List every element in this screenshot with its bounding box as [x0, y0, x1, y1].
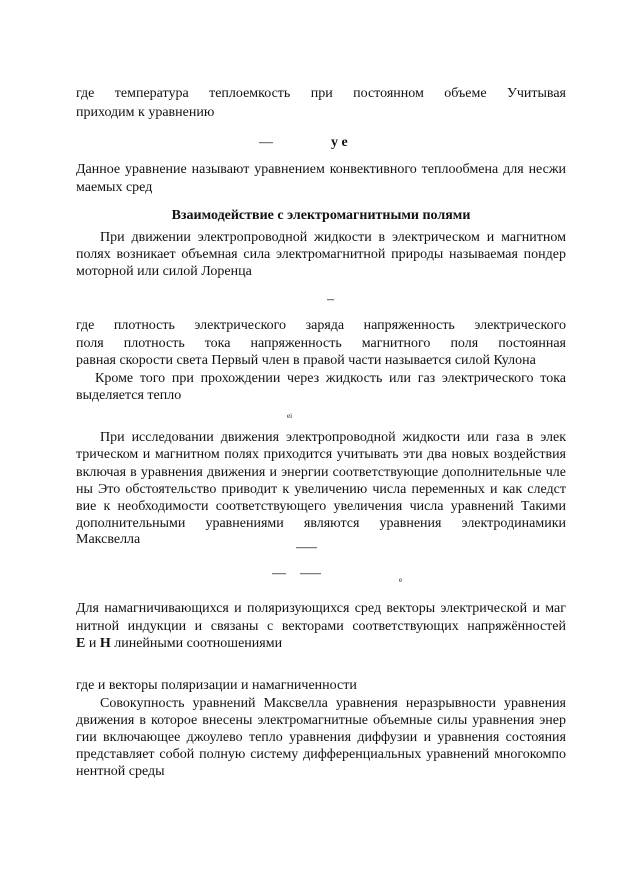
text-line: равная скорости света Первый член в правой части называется силой Кулона: [76, 353, 536, 368]
equation-fragment: е: [399, 576, 403, 584]
equation-fragment: –: [327, 292, 334, 307]
text-line: полях возникает объемная сила электромагнитной природы называемая пондер: [76, 247, 566, 262]
text-line: Совокупность уравнений Максвелла уравнения неразрывности уравнения: [100, 696, 566, 711]
equation-fragment: ei: [287, 412, 293, 420]
equation-fragment: у е: [331, 135, 348, 150]
text-fragment: и: [85, 636, 100, 651]
text-line: Данное уравнение называют уравнением конвективного теплообмена для несжи: [76, 162, 566, 177]
text-line: [76, 636, 282, 652]
text-line: При исследовании движения электропроводной жидкости или газа в элек: [100, 430, 566, 445]
text-line: вие к необходимости соответствующего увеличения числа уравнений Такими: [76, 499, 566, 514]
text-line: нитной индукции и связаны с векторами соответствующих напряжённостей: [76, 619, 566, 634]
text-line: представляет собой полную систему дифференциальных уравнений многокомпо: [76, 747, 566, 762]
text-line: где плотность электрического заряда напряженность электрического: [76, 318, 566, 333]
equation-fragment: —: [259, 135, 273, 150]
text-line: движения в которое внесены электромагнитные объемные силы уравнения энер: [76, 713, 566, 728]
text-line: приходим к уравнению: [76, 105, 215, 120]
text-line: трическом и магнитном полях приходится учитывать эти два новых воздействия: [76, 447, 566, 462]
text-line: При движении электропроводной жидкости в электрическом и магнитном: [100, 230, 566, 245]
vector-h-symbol: H: [99, 636, 111, 651]
text-line: где и векторы поляризации и намагниченности: [76, 678, 357, 693]
text-line: моторной или силой Лоренца: [76, 264, 252, 279]
equation-fragment: —: [272, 566, 286, 581]
text-line: дополнительными уравнениями являются уравнения электродинамики Максвелла: [76, 516, 566, 547]
text-line: нентной среды: [76, 764, 165, 779]
text-line: Для намагничивающихся и поляризующихся сред векторы электрической и маг: [76, 601, 566, 616]
text-line: маемых сред: [76, 180, 153, 195]
text-line: включая в уравнения движения и энергии соответствующие дополнительные чле: [76, 465, 566, 480]
text-line: где температура теплоемкость при постоянном объеме Учитывая: [76, 86, 566, 101]
text-line: ны Это обстоятельство приводит к увеличению числа переменных и как следст: [76, 482, 566, 497]
text-line: выделяется тепло: [76, 388, 182, 403]
section-heading: Взаимодействие с электромагнитными полями: [171, 208, 471, 223]
text-fragment: линейными соотношениями: [110, 636, 283, 651]
text-line: поля плотность тока напряженность магнитного поля постоянная: [76, 336, 566, 351]
text-line: Кроме того при прохождении через жидкость или газ электрического тока: [95, 371, 566, 386]
text-line: гии включающее джоулево тепло уравнения диффузии и уравнения состояния: [76, 730, 566, 745]
equation-fragment: –—: [300, 566, 321, 581]
equation-fragment: –—: [296, 540, 317, 555]
vector-e-symbol: E: [76, 636, 86, 651]
